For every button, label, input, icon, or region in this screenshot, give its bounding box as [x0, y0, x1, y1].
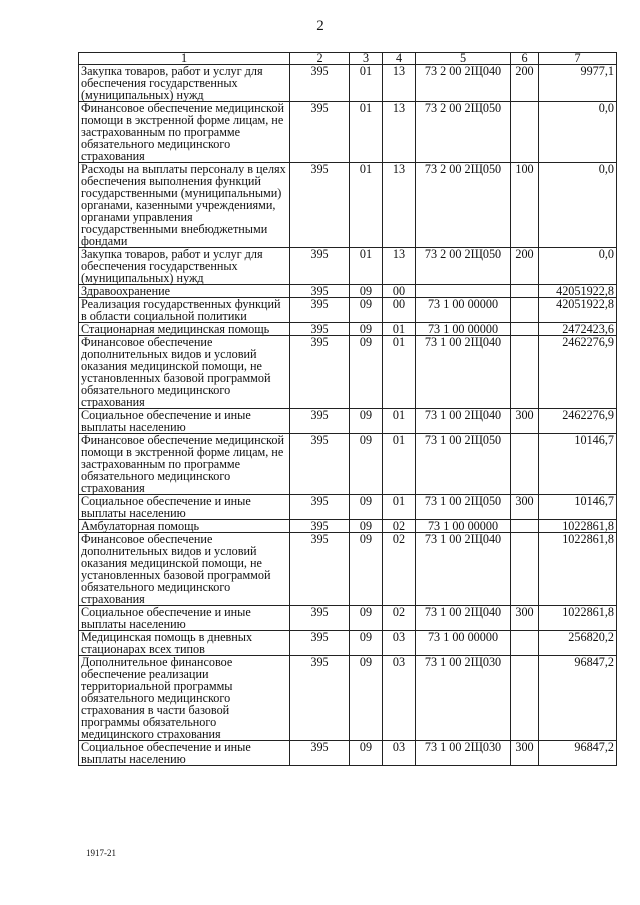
- cell-target-article: 73 1 00 00000: [416, 323, 511, 336]
- cell-expense-type: [511, 336, 539, 409]
- cell-subsection: 13: [383, 163, 416, 248]
- cell-expense-type: 200: [511, 65, 539, 102]
- cell-target-article: 73 2 00 2Щ050: [416, 248, 511, 285]
- cell-expense-type: [511, 656, 539, 741]
- cell-subsection: 01: [383, 409, 416, 434]
- table-row: [79, 323, 617, 336]
- cell-target-article: 73 2 00 2Щ050: [416, 163, 511, 248]
- cell-target-article: 73 1 00 2Щ050: [416, 434, 511, 495]
- cell-expense-type: 300: [511, 409, 539, 434]
- cell-department: 395: [290, 533, 350, 606]
- cell-subsection: 03: [383, 741, 416, 766]
- cell-target-article: 73 1 00 2Щ040: [416, 533, 511, 606]
- cell-expense-type: [511, 285, 539, 298]
- cell-expense-type: [511, 520, 539, 533]
- cell-expense-type: 300: [511, 741, 539, 766]
- cell-name: Расходы на выплаты персоналу в целях обеспечения выполнения функций государственными (муниципальными) органами, казенными учреждениями, органами управления государственными внебюджетными фондами: [79, 163, 290, 248]
- cell-department: 395: [290, 631, 350, 656]
- cell-name: Здравоохранение: [79, 285, 290, 298]
- cell-target-article: 73 2 00 2Щ040: [416, 65, 511, 102]
- table-row: [79, 741, 617, 766]
- table-row: [79, 434, 617, 495]
- col-header-3: 3: [350, 53, 383, 65]
- document-code: 1917-21: [86, 848, 116, 858]
- cell-name: Социальное обеспечение и иные выплаты населению: [79, 409, 290, 434]
- table-row: [79, 495, 617, 520]
- cell-amount: 0,0: [539, 248, 617, 285]
- cell-department: 395: [290, 102, 350, 163]
- table-row: [79, 520, 617, 533]
- cell-target-article: 73 1 00 2Щ030: [416, 741, 511, 766]
- cell-amount: 42051922,8: [539, 285, 617, 298]
- cell-amount: 0,0: [539, 102, 617, 163]
- cell-expense-type: 300: [511, 606, 539, 631]
- cell-section: 09: [350, 533, 383, 606]
- cell-subsection: 01: [383, 495, 416, 520]
- cell-target-article: 73 1 00 00000: [416, 520, 511, 533]
- cell-section: 09: [350, 741, 383, 766]
- table-row: [79, 606, 617, 631]
- cell-department: 395: [290, 163, 350, 248]
- cell-expense-type: [511, 533, 539, 606]
- cell-section: 09: [350, 285, 383, 298]
- cell-subsection: 02: [383, 533, 416, 606]
- cell-name: Финансовое обеспечение медицинской помощи в экстренной форме лицам, не застрахованным по программе обязательного медицинского страхования: [79, 434, 290, 495]
- cell-name: Социальное обеспечение и иные выплаты населению: [79, 741, 290, 766]
- cell-target-article: 73 1 00 2Щ040: [416, 336, 511, 409]
- table-row: [79, 533, 617, 606]
- cell-target-article: 73 1 00 2Щ050: [416, 495, 511, 520]
- cell-amount: 96847,2: [539, 741, 617, 766]
- cell-amount: 0,0: [539, 163, 617, 248]
- cell-target-article: 73 2 00 2Щ050: [416, 102, 511, 163]
- cell-section: 01: [350, 163, 383, 248]
- table-row: [79, 336, 617, 409]
- cell-department: 395: [290, 520, 350, 533]
- budget-table: [78, 52, 617, 766]
- col-header-6: 6: [511, 53, 539, 65]
- table-body: [79, 65, 617, 766]
- cell-section: 01: [350, 248, 383, 285]
- cell-target-article: 73 1 00 00000: [416, 298, 511, 323]
- table-row: [79, 631, 617, 656]
- cell-amount: 10146,7: [539, 495, 617, 520]
- cell-target-article: 73 1 00 2Щ040: [416, 409, 511, 434]
- table-row: [79, 656, 617, 741]
- cell-subsection: 13: [383, 248, 416, 285]
- col-header-4: 4: [383, 53, 416, 65]
- cell-section: 09: [350, 434, 383, 495]
- cell-name: Закупка товаров, работ и услуг для обеспечения государственных (муниципальных) нужд: [79, 248, 290, 285]
- cell-expense-type: 200: [511, 248, 539, 285]
- cell-expense-type: 300: [511, 495, 539, 520]
- cell-amount: 42051922,8: [539, 298, 617, 323]
- cell-amount: 9977,1: [539, 65, 617, 102]
- cell-department: 395: [290, 298, 350, 323]
- cell-name: Амбулаторная помощь: [79, 520, 290, 533]
- cell-name: Финансовое обеспечение дополнительных видов и условий оказания медицинской помощи, не установленных базовой программой обязательного медицинского страхования: [79, 336, 290, 409]
- cell-section: 01: [350, 65, 383, 102]
- cell-expense-type: [511, 102, 539, 163]
- cell-section: 09: [350, 631, 383, 656]
- cell-department: 395: [290, 285, 350, 298]
- table-row: [79, 163, 617, 248]
- cell-amount: 2472423,6: [539, 323, 617, 336]
- cell-department: 395: [290, 409, 350, 434]
- cell-amount: 10146,7: [539, 434, 617, 495]
- cell-target-article: [416, 285, 511, 298]
- cell-expense-type: 100: [511, 163, 539, 248]
- cell-department: 395: [290, 606, 350, 631]
- cell-department: 395: [290, 741, 350, 766]
- cell-name: Финансовое обеспечение дополнительных видов и условий оказания медицинской помощи, не установленных базовой программой обязательного медицинского страхования: [79, 533, 290, 606]
- cell-subsection: 03: [383, 631, 416, 656]
- cell-name: Закупка товаров, работ и услуг для обеспечения государственных (муниципальных) нужд: [79, 65, 290, 102]
- cell-department: 395: [290, 434, 350, 495]
- cell-subsection: 00: [383, 285, 416, 298]
- cell-amount: 2462276,9: [539, 409, 617, 434]
- cell-subsection: 02: [383, 520, 416, 533]
- cell-department: 395: [290, 336, 350, 409]
- col-header-2: 2: [290, 53, 350, 65]
- cell-department: 395: [290, 495, 350, 520]
- cell-section: 09: [350, 409, 383, 434]
- cell-target-article: 73 1 00 00000: [416, 631, 511, 656]
- cell-department: 395: [290, 65, 350, 102]
- table-row: [79, 285, 617, 298]
- cell-subsection: 13: [383, 102, 416, 163]
- cell-section: 09: [350, 520, 383, 533]
- cell-amount: 1022861,8: [539, 533, 617, 606]
- cell-name: Медицинская помощь в дневных стационарах всех типов: [79, 631, 290, 656]
- cell-department: 395: [290, 248, 350, 285]
- col-header-1: 1: [79, 53, 290, 65]
- col-header-5: 5: [416, 53, 511, 65]
- cell-expense-type: [511, 631, 539, 656]
- cell-subsection: 13: [383, 65, 416, 102]
- cell-subsection: 03: [383, 656, 416, 741]
- table-row: [79, 102, 617, 163]
- cell-name: Социальное обеспечение и иные выплаты населению: [79, 606, 290, 631]
- cell-section: 09: [350, 298, 383, 323]
- cell-expense-type: [511, 434, 539, 495]
- page-number: 2: [316, 18, 324, 34]
- cell-section: 09: [350, 495, 383, 520]
- cell-amount: 256820,2: [539, 631, 617, 656]
- cell-name: Социальное обеспечение и иные выплаты населению: [79, 495, 290, 520]
- cell-section: 01: [350, 102, 383, 163]
- cell-name: Финансовое обеспечение медицинской помощи в экстренной форме лицам, не застрахованным по программе обязательного медицинского страхования: [79, 102, 290, 163]
- cell-target-article: 73 1 00 2Щ040: [416, 606, 511, 631]
- cell-subsection: 01: [383, 323, 416, 336]
- table-row: [79, 248, 617, 285]
- cell-expense-type: [511, 298, 539, 323]
- cell-department: 395: [290, 656, 350, 741]
- table-row: [79, 65, 617, 102]
- cell-subsection: 02: [383, 606, 416, 631]
- header-row: [79, 53, 617, 65]
- cell-name: Реализация государственных функций в области социальной политики: [79, 298, 290, 323]
- cell-amount: 1022861,8: [539, 606, 617, 631]
- table-row: [79, 298, 617, 323]
- col-header-7: 7: [539, 53, 617, 65]
- table-row: [79, 409, 617, 434]
- cell-subsection: 01: [383, 434, 416, 495]
- cell-target-article: 73 1 00 2Щ030: [416, 656, 511, 741]
- cell-subsection: 00: [383, 298, 416, 323]
- cell-section: 09: [350, 323, 383, 336]
- cell-amount: 2462276,9: [539, 336, 617, 409]
- cell-amount: 1022861,8: [539, 520, 617, 533]
- cell-subsection: 01: [383, 336, 416, 409]
- cell-name: Стационарная медицинская помощь: [79, 323, 290, 336]
- cell-expense-type: [511, 323, 539, 336]
- cell-amount: 96847,2: [539, 656, 617, 741]
- cell-section: 09: [350, 336, 383, 409]
- cell-name: Дополнительное финансовое обеспечение реализации территориальной программы обязательного медицинского страхования в части базовой программы обязательного медицинского страхования: [79, 656, 290, 741]
- cell-section: 09: [350, 656, 383, 741]
- cell-section: 09: [350, 606, 383, 631]
- cell-department: 395: [290, 323, 350, 336]
